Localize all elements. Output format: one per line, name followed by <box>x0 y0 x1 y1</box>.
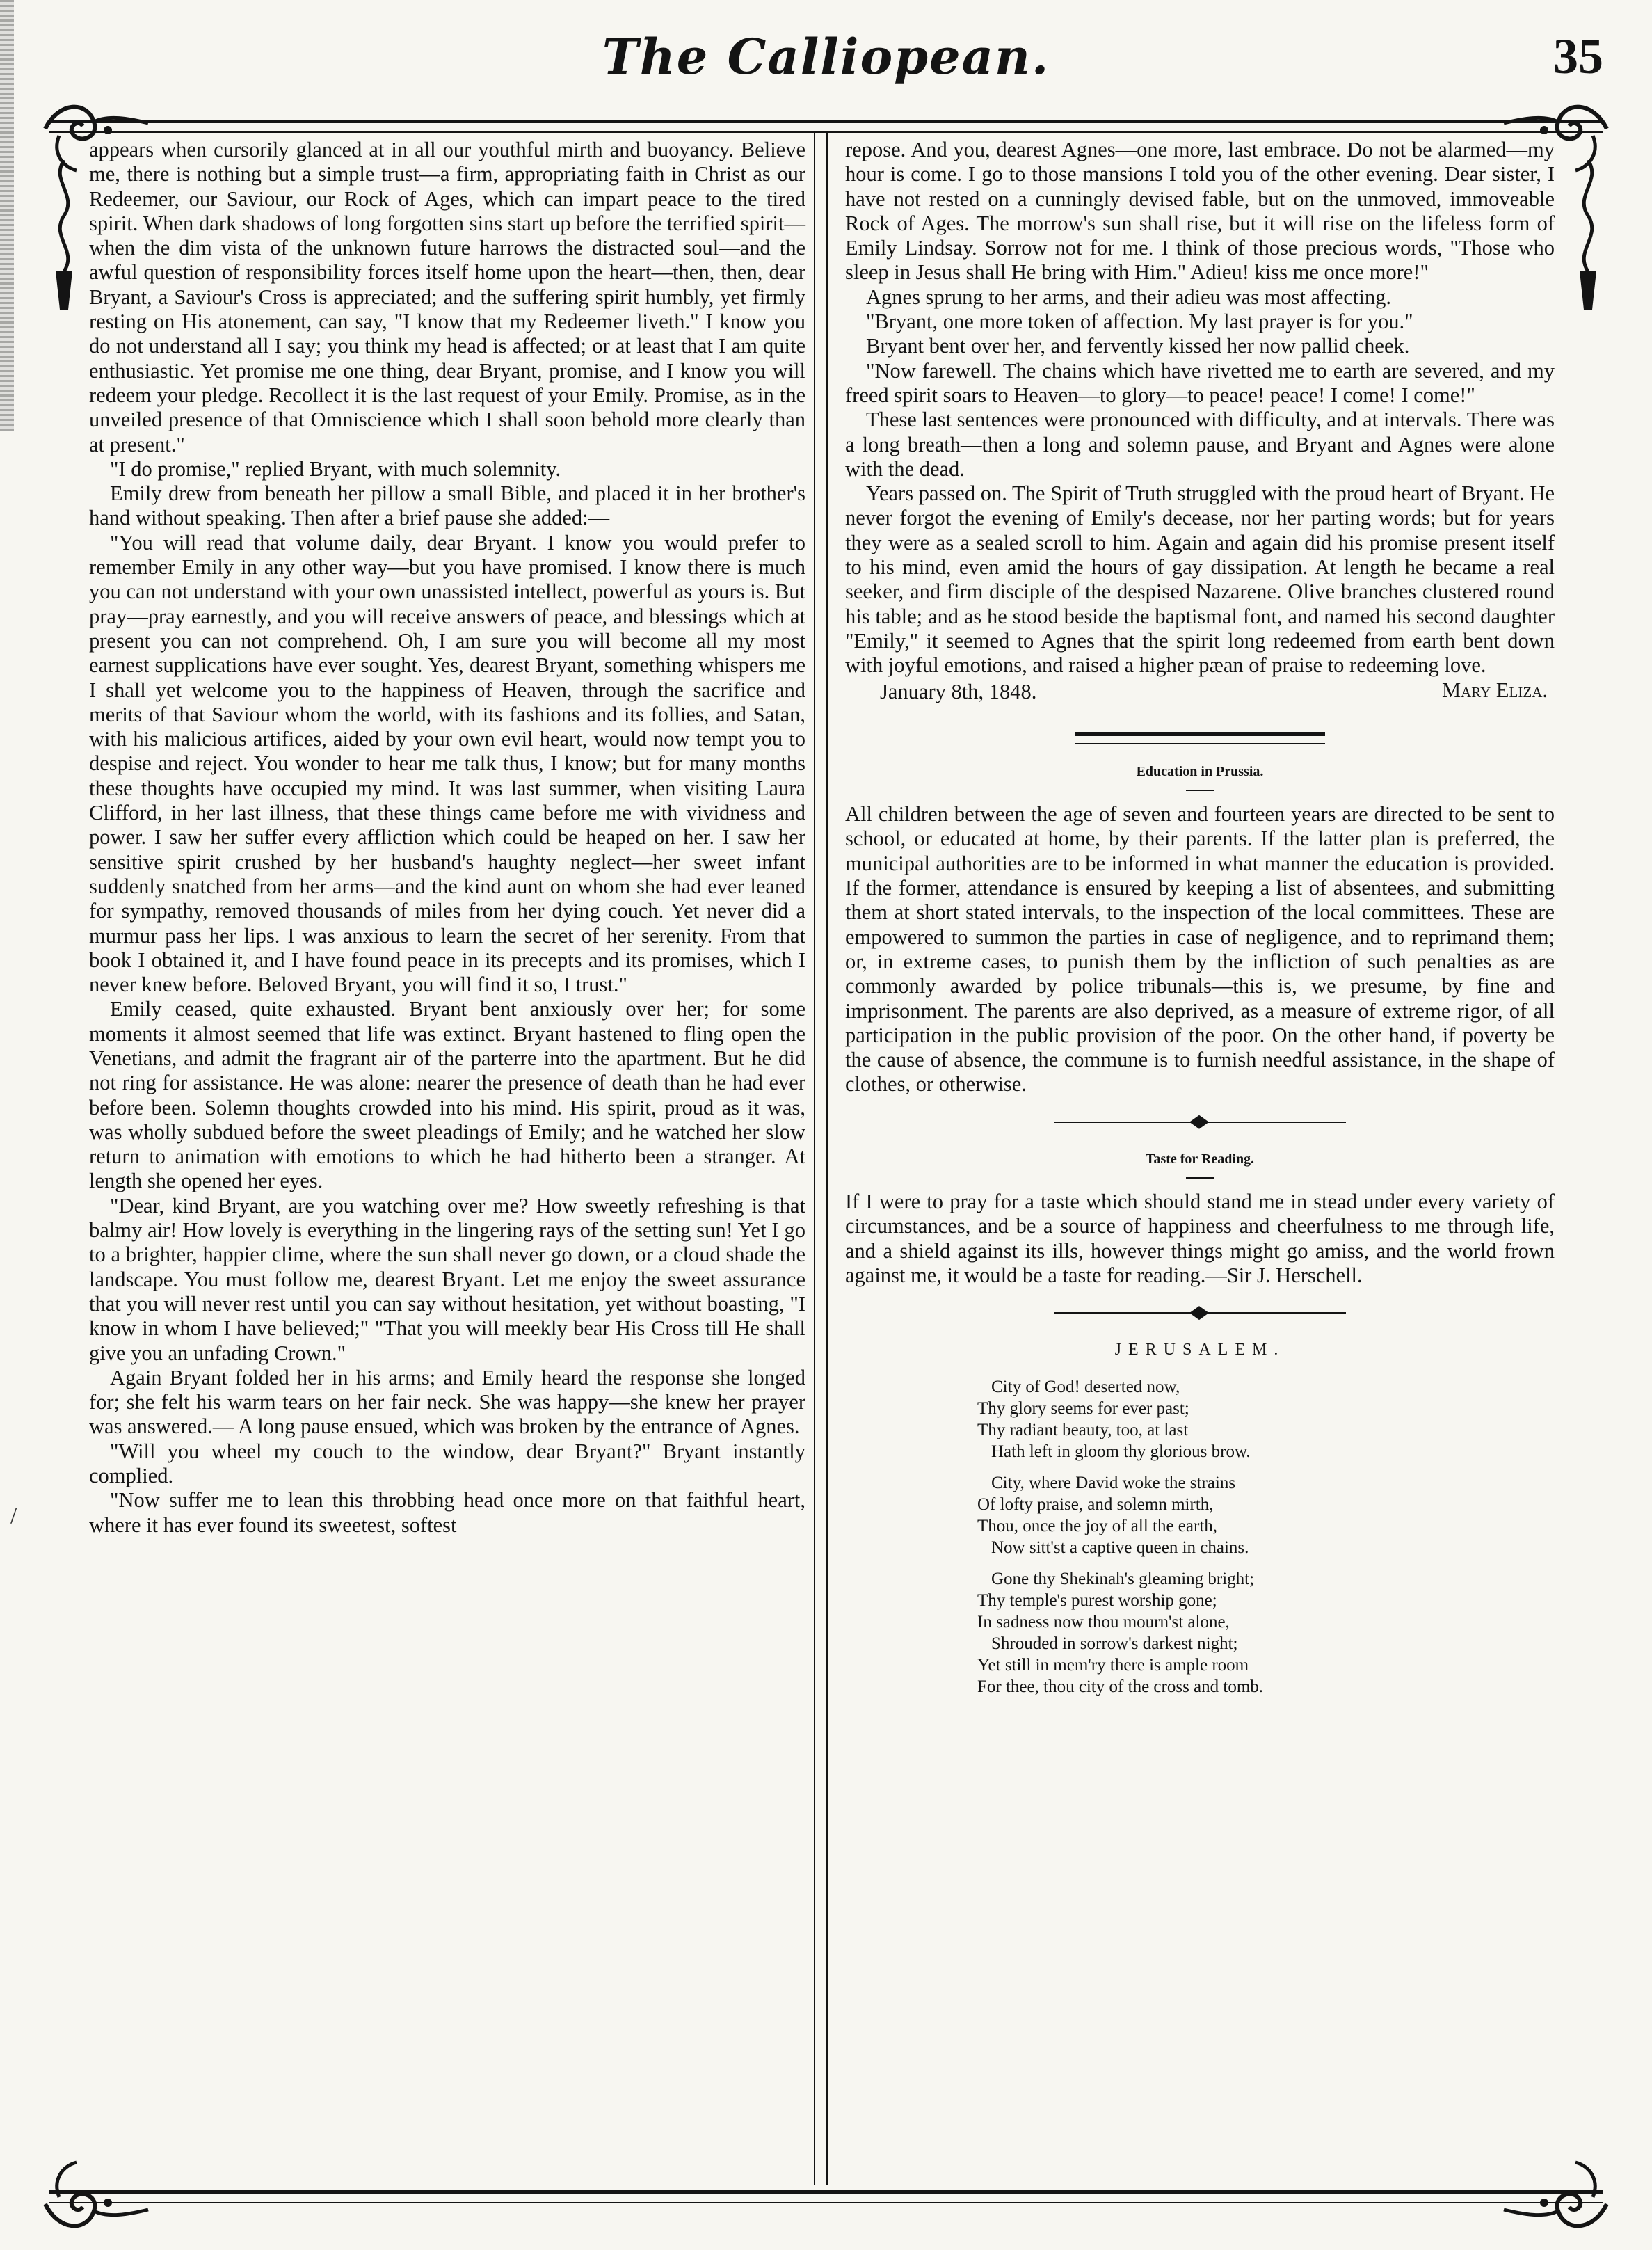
paragraph-text: Years passed on. The Spirit of Truth struggled with the proud heart of Bryant. He never forgot the evening of Emily's decease, nor her parting words; but for years they were as a sealed scroll to him. Again and again did his promise present itself to his mind, even amid the hours of gay dissipation. At length he became a real seeker, and firm disciple of the despised Nazarene. Olive branches clustered round his table; and as he stood beside the baptismal font, and named his second daughter "Emily," it seemed to Agnes that the spirit long redeemed from earth bent down with joyful emotions, and raised a higher pæan of praise to redeeming love. <box>845 481 1555 678</box>
poem-line: Shrouded in sorrow's darkest night; <box>991 1634 1238 1654</box>
section-title-education: Education in Prussia. <box>1136 763 1264 779</box>
margin-mark: / <box>10 1503 17 1529</box>
journal-title: The Calliopean. <box>602 28 1050 86</box>
paragraph: Again Bryant folded her in his arms; and Emily heard the response she longed for; she felt his warm tears on her fair neck. She was happy—she knew her prayer was answered.— A long pause ensued, which was broken by the entrance of Agnes. <box>89 1365 805 1439</box>
footer-rule <box>49 2190 1603 2203</box>
poem-line: Thy radiant beauty, too, at last <box>977 1421 1189 1440</box>
poem <box>977 1376 1422 1698</box>
title-dash <box>1186 1177 1214 1179</box>
tassel-flourish-icon <box>1567 160 1609 313</box>
paragraph: repose. And you, dearest Agnes—one more, last embrace. Do not be alarmed—my hour is come. I go to those mansions I told you of the other evening. Dear sister, I have not rested on a cunningly devised fable, but on the unmoved, immoveable Rock of Ages. The morrow's sun shall rise, but it will rise on the lifeless form of Emily Lindsay. Sorrow not for me. I think of those precious words, "Those who sleep in Jesus shall He bring with Him." Adieu! kiss me once more!" <box>845 138 1555 285</box>
paragraph: "You will read that volume daily, dear Bryant. I know you would prefer to remember Emily in any other way—but you have promised. I know there is much you can not understand with your own unassisted intellect, powerful as yours is. But pray—pray earnestly, and you will receive answers of peace, and blessings which at present you can not comprehend. Oh, I am sure you will become all my most earnest supplications have ever sought. Yes, dearest Bryant, something whispers me I shall yet welcome you to the happiness of Heaven, through the sacrifice and merits of that Saviour whom the world, with its fashions and its follies, and Satan, with his malicious artifices, aided by your own evil heart, would now tempt you to despise and reject. You wonder to hear me talk thus, I know; but for many months these thoughts have occupied my mind. It was last summer, when visiting Laura Clifford, in her last illness, that these things came before me with vividness and power. I saw her suffer every affliction which could be heaped on her. I saw her sensitive spirit crushed by her husband's haughty neglect—her sweet infant suddenly snatched from her arms—and the kind aunt on whom she had ever leaned for sympathy, removed thousands of miles from her dying couch. Yet never did a murmur pass her lips. I was anxious to learn the secret of her serenity. From that book I obtained it, and I have found peace in its precepts and its promises, which I never knew before. Beloved Bryant, you will find it so, I trust." <box>89 530 805 997</box>
poem-stanza <box>977 1376 1422 1462</box>
paragraph: appears when cursorily glanced at in all our youthful mirth and buoyancy. Believe me, there is nothing but a simple trust—a firm, appropriating faith in Christ as our Redeemer, our Saviour, our Rock of Ages, which can impart peace to the tired spirit. When dark shadows of long forgotten sins start up before the terrified spirit—when the dim vista of the unknown future harrows the distracted soul—and the awful question of responsibility forces itself home upon the heart—then, then, dear Bryant, a Saviour's Cross is appreciated; and the suffering spirit humbly, yet firmly resting on His atonement, can say, "I know that my Redeemer liveth." I know you do not understand all I say; you think my head is affected; or at least that I am quite enthusiastic. Yet promise me one thing, dear Bryant, promise, and I know you will redeem your pledge. Recollect it is the last request of your Emily. Promise, as in the unveiled presence of that Omniscience which I shall soon behold more clearly than at present." <box>89 138 805 456</box>
poem-line: Thy glory seems for ever past; <box>977 1399 1189 1419</box>
poem-stanza <box>977 1472 1422 1558</box>
paragraph: "Now farewell. The chains which have rivetted me to earth are severed, and my freed spirit soars to Heaven—to glory—to peace! peace! I come! I come!" <box>845 358 1555 407</box>
tassel-flourish-icon <box>43 160 85 313</box>
paragraph: Emily drew from beneath her pillow a small Bible, and placed it in her brother's hand without speaking. Then after a brief pause she added:— <box>89 481 805 530</box>
paragraph: "Dear, kind Bryant, are you watching over me? How sweetly refreshing is that balmy air! How lovely is everything in the lingering rays of the setting sun! Yet I go to a brighter, happier clime, where the sun shall never go down, or a cloud shade the landscape. You must follow me, dearest Bryant. Let me enjoy the sweet assurance that you will never rest until you can say without hesitation, yet without boasting, "I know in whom I have believed;" "That you will meekly bear His Cross till He shall give you an unfading Crown." <box>89 1193 805 1365</box>
paragraph: "Bryant, one more token of affection. My last prayer is for you." <box>866 310 1413 334</box>
poem-line: Thou, once the joy of all the earth, <box>977 1517 1218 1536</box>
education-paragraph: All children between the age of seven and fourteen years are directed to be sent to school, or educated at home, by their parents. If the latter plan is preferred, the municipal authorities are to be informed in what manner the education is provided. If the former, attendance is ensured by keeping a list of absentees, and submitting them at short stated intervals, to the inspection of the local committees. These are empowered to summon the parties in case of negligence, and to reprimand them; or, in extreme cases, to punish them by the infliction of such penalties as are commonly awarded by police tribunals—this is, we presume, by fine and imprisonment. The parents are also deprived, as a measure of extreme rigor, of all participation in the public provision of the poor. On the other hand, if poverty be the cause of absence, the commune is to furnish needful assistance, in the shape of clothes, or otherwise. <box>845 802 1555 1096</box>
poem-line: Yet still in mem'ry there is ample room <box>977 1656 1249 1675</box>
section-title-taste: Taste for Reading. <box>1145 1151 1255 1167</box>
story-date: January 8th, 1848. <box>880 679 1037 703</box>
poem-line: Of lofty praise, and solemn mirth, <box>977 1495 1214 1515</box>
poem-stanza <box>977 1568 1422 1698</box>
page-number: 35 <box>1553 29 1603 84</box>
diamond-icon <box>1189 1306 1209 1320</box>
poem-line: City of God! deserted now, <box>991 1378 1180 1397</box>
taste-paragraph: If I were to pray for a taste which should stand me in stead under every variety of circumstances, and be a source of happiness and cheerfulness to me through life, and a shield against its ills, however things might go amiss, and the world frown against me, it would be a taste for reading.—Sir J. Herschell. <box>845 1189 1555 1287</box>
paragraph: "Will you wheel my couch to the window, dear Bryant?" Bryant instantly complied. <box>89 1439 805 1488</box>
poem-line: Thy temple's purest worship gone; <box>977 1591 1217 1611</box>
poem-line: Gone thy Shekinah's gleaming bright; <box>991 1570 1255 1589</box>
poem-title: JERUSALEM. <box>1114 1341 1285 1359</box>
poem-line: Now sitt'st a captive queen in chains. <box>991 1538 1249 1558</box>
author-signature: Mary Eliza. <box>1442 678 1548 702</box>
right-column <box>845 138 1555 1707</box>
diamond-divider <box>1054 1306 1346 1320</box>
title-dash <box>1186 790 1214 791</box>
column-divider <box>814 132 828 2185</box>
paragraph: These last sentences were pronounced with difficulty, and at intervals. There was a long breath—then a long and solemn pause, and Bryant and Agnes were alone with the dead. <box>845 408 1555 481</box>
poem-line: Hath left in gloom thy glorious brow. <box>991 1442 1251 1462</box>
poem-line: In sadness now thou mourn'st alone, <box>977 1613 1230 1632</box>
poem-line: For thee, thou city of the cross and tomb. <box>977 1677 1264 1697</box>
paragraph: "I do promise," replied Bryant, with much solemnity. <box>110 456 561 481</box>
masthead <box>0 28 1652 104</box>
poem-line: City, where David woke the strains <box>991 1474 1236 1493</box>
scroll-flourish-icon <box>38 2155 150 2246</box>
section-rule <box>1075 732 1325 744</box>
header-rule <box>49 120 1603 133</box>
left-column <box>89 138 805 1538</box>
paragraph: Bryant bent over her, and fervently kissed her now pallid cheek. <box>866 334 1410 358</box>
paragraph: Agnes sprung to her arms, and their adieu was most affecting. <box>866 285 1391 309</box>
paragraph: "Now suffer me to lean this throbbing head once more on that faithful heart, where it has ever found its sweetest, softest <box>89 1488 805 1537</box>
diamond-icon <box>1189 1115 1209 1129</box>
scroll-flourish-icon <box>1502 2155 1614 2246</box>
diamond-divider <box>1054 1115 1346 1129</box>
paragraph: Emily ceased, quite exhausted. Bryant bent anxiously over her; for some moments it almost seemed that life was extinct. Bryant hastened to fling open the Venetians, and admit the fragrant air of the parterre into the apartment. But he did not ring for assistance. He was alone: nearer the presence of death than he had ever before been. Solemn thoughts crowded into his mind. His spirit, proud as it was, was wholly subdued before the sweet pleadings of Emily; and he watched her slow return to animation with emotions to which he had hitherto been a stranger. At length she opened her eyes. <box>89 997 805 1193</box>
